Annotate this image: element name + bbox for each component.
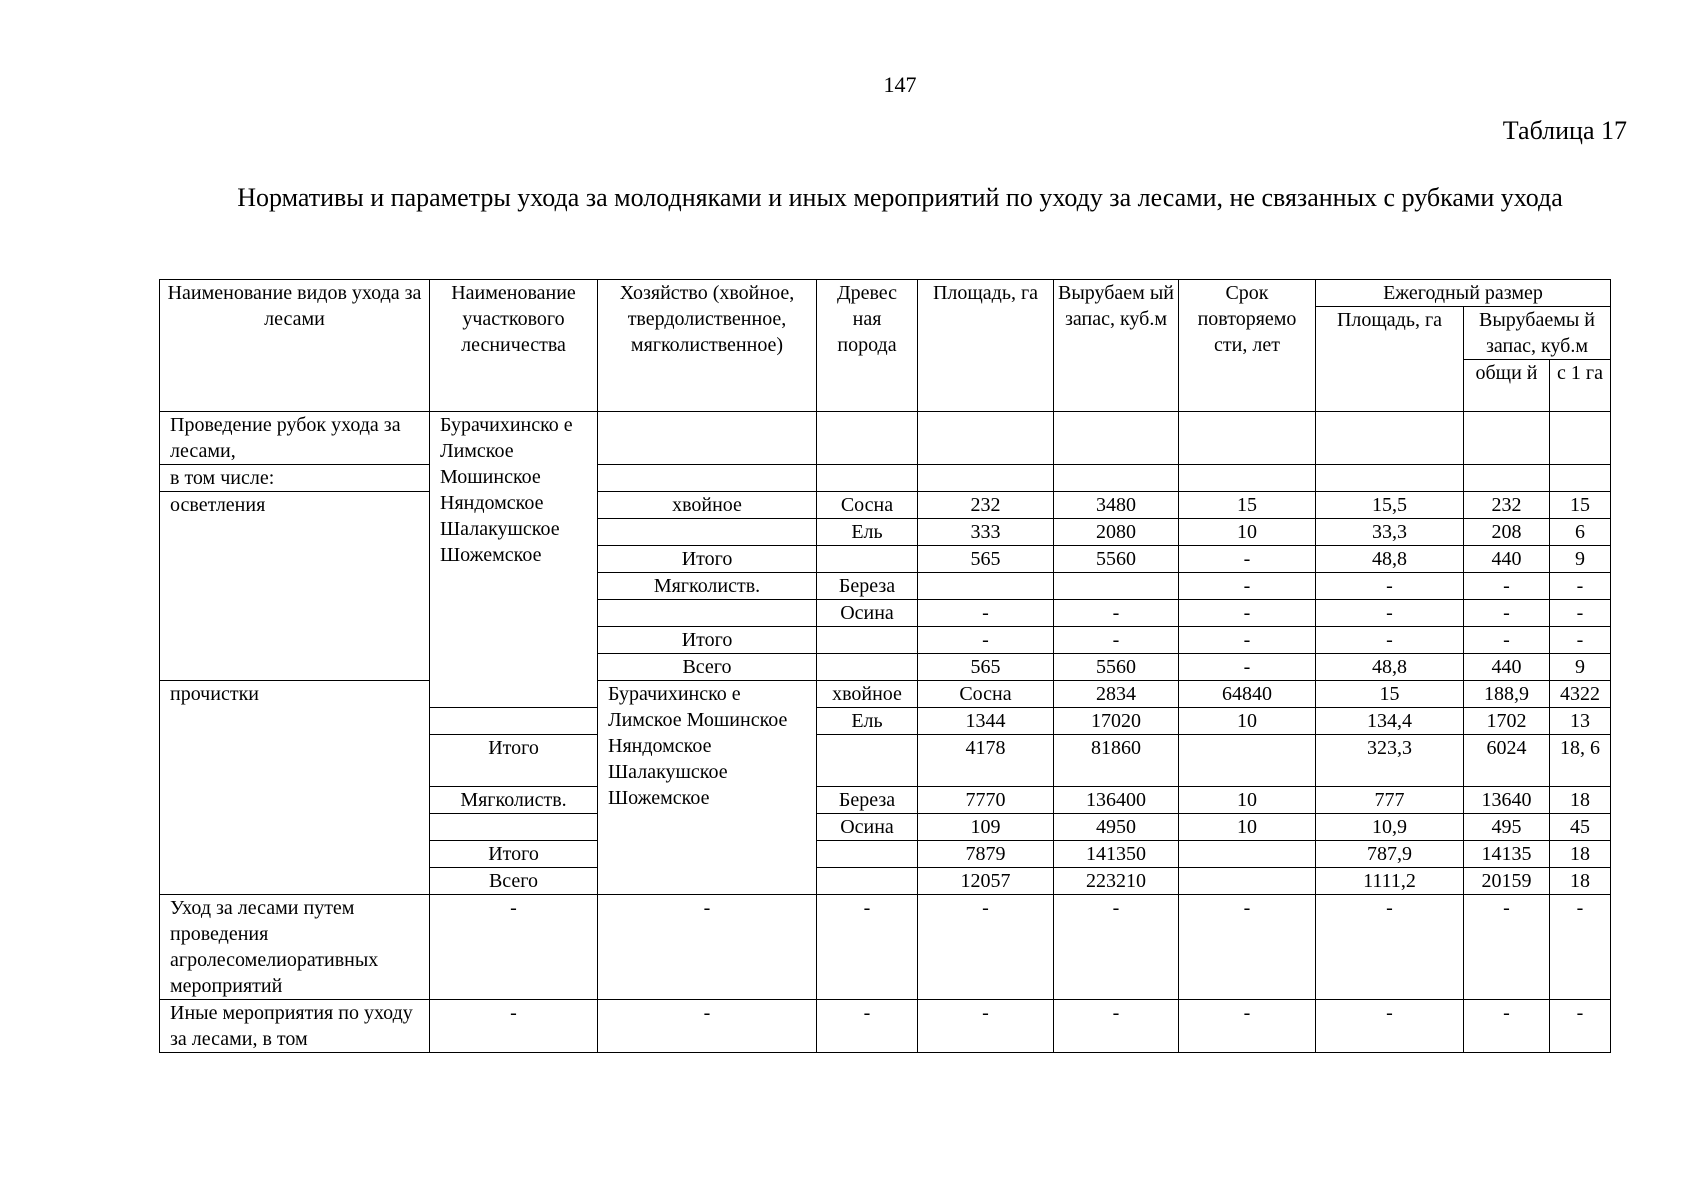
- district-list-cleaning: Бурачихинско е Лимское Мошинское Няндомское Шалакушское Шожемское: [598, 681, 817, 895]
- clearing-species-cell: [817, 546, 918, 573]
- clearing-area-cell: 333: [918, 519, 1054, 546]
- header-species: Древес ная порода: [817, 280, 918, 412]
- clearing-stock-cell: [1054, 573, 1179, 600]
- cleaning-a_total-cell: 14135: [1464, 841, 1550, 868]
- clearing-a_area-cell: 15,5: [1316, 492, 1464, 519]
- label-other-dash-cell: -: [1054, 1000, 1179, 1053]
- clearing-a_area-cell: 48,8: [1316, 654, 1464, 681]
- clearing-stock-cell: 3480: [1054, 492, 1179, 519]
- label-agro-dash-cell: -: [1179, 895, 1316, 1000]
- cleaning-species-cell: Осина: [817, 814, 918, 841]
- clearing-species-cell: Осина: [817, 600, 918, 627]
- table-row: [160, 895, 1611, 1000]
- label-agro-dash-cell: -: [430, 895, 598, 1000]
- cleaning-stock-cell: 223210: [1054, 868, 1179, 895]
- clearing-a_ha-cell: 9: [1550, 654, 1611, 681]
- cleaning-stock-cell: 81860: [1054, 735, 1179, 787]
- clearing-economy-cell: [598, 519, 817, 546]
- cleaning-a_area-cell: 777: [1316, 787, 1464, 814]
- cleaning-period-cell: 15: [1316, 681, 1464, 708]
- clearing-economy-cell: хвойное: [598, 492, 817, 519]
- cleaning-a_area-cell: 323,3: [1316, 735, 1464, 787]
- cleaning-period-cell: 10: [1179, 787, 1316, 814]
- label-other-dash-cell: -: [1316, 1000, 1464, 1053]
- clearing-stock-cell: 2080: [1054, 519, 1179, 546]
- cleaning-a_ha-cell: 13: [1550, 708, 1611, 735]
- cleaning-economy-cell: хвойное: [817, 681, 918, 708]
- table-row: [160, 1000, 1611, 1053]
- cleaning-a_ha-cell: 18: [1550, 841, 1611, 868]
- cleaning-species-cell: Ель: [817, 708, 918, 735]
- clearing-a_ha-cell: -: [1550, 627, 1611, 654]
- clearing-stock-cell: 5560: [1054, 654, 1179, 681]
- cleaning-area-cell: 12057: [918, 868, 1054, 895]
- label-other-dash-cell: -: [1464, 1000, 1550, 1053]
- clearing-period-cell: -: [1179, 573, 1316, 600]
- label-agro-dash-cell: -: [1550, 895, 1611, 1000]
- clearing-economy-cell: [598, 600, 817, 627]
- cleaning-stock-cell: 136400: [1054, 787, 1179, 814]
- table-row: [160, 492, 1611, 519]
- header-stock: Вырубаем ый запас, куб.м: [1054, 280, 1179, 412]
- cleaning-area-cell: 1344: [918, 708, 1054, 735]
- clearing-a_area-cell: 33,3: [1316, 519, 1464, 546]
- label-agro-dash-cell: -: [1464, 895, 1550, 1000]
- label-other-dash-cell: -: [1179, 1000, 1316, 1053]
- clearing-a_area-cell: -: [1316, 600, 1464, 627]
- clearing-a_area-cell: -: [1316, 573, 1464, 600]
- cleaning-economy-cell: Итого: [430, 735, 598, 787]
- cleaning-species-cell: [817, 868, 918, 895]
- clearing-a_total-cell: 440: [1464, 654, 1550, 681]
- clearing-area-cell: -: [918, 600, 1054, 627]
- cleaning-area-cell: 7879: [918, 841, 1054, 868]
- cleaning-area-cell: 109: [918, 814, 1054, 841]
- cleaning-economy-cell: [430, 814, 598, 841]
- table-label: Таблица 17: [1502, 116, 1627, 145]
- clearing-a_total-cell: -: [1464, 600, 1550, 627]
- cleaning-species-cell: Сосна: [918, 681, 1054, 708]
- label-other-dash-cell: -: [1550, 1000, 1611, 1053]
- cleaning-area-cell: 2834: [1054, 681, 1179, 708]
- clearing-species-cell: Ель: [817, 519, 918, 546]
- cleaning-economy-cell: [430, 708, 598, 735]
- cleaning-a_ha-cell: 45: [1550, 814, 1611, 841]
- cleaning-a_ha-cell: 18: [1550, 787, 1611, 814]
- cleaning-economy-cell: Всего: [430, 868, 598, 895]
- clearing-economy-cell: Итого: [598, 546, 817, 573]
- clearing-a_area-cell: -: [1316, 627, 1464, 654]
- clearing-stock-cell: 5560: [1054, 546, 1179, 573]
- clearing-stock-cell: -: [1054, 600, 1179, 627]
- clearing-a_total-cell: -: [1464, 627, 1550, 654]
- clearing-species-cell: [817, 627, 918, 654]
- header-annual-stock: Вырубаемы й запас, куб.м: [1464, 307, 1611, 360]
- label-other-dash-cell: -: [817, 1000, 918, 1053]
- clearing-area-cell: -: [918, 627, 1054, 654]
- clearing-period-cell: 15: [1179, 492, 1316, 519]
- cleaning-area-cell: 4178: [918, 735, 1054, 787]
- clearing-economy-cell: Всего: [598, 654, 817, 681]
- clearing-a_ha-cell: -: [1550, 573, 1611, 600]
- clearing-species-cell: Береза: [817, 573, 918, 600]
- label-agro-dash-cell: -: [1054, 895, 1179, 1000]
- clearing-species-cell: Сосна: [817, 492, 918, 519]
- clearing-area-cell: [918, 573, 1054, 600]
- header-district: Наименование участкового лесничества: [430, 280, 598, 412]
- label-other: Иные мероприятия по уходу за лесами, в том: [160, 1000, 430, 1053]
- clearing-area-cell: 565: [918, 654, 1054, 681]
- clearing-a_total-cell: 208: [1464, 519, 1550, 546]
- label-agro-dash-cell: -: [918, 895, 1054, 1000]
- label-other-dash-cell: -: [918, 1000, 1054, 1053]
- page-number: 147: [883, 72, 917, 97]
- clearing-period-cell: 10: [1179, 519, 1316, 546]
- cleaning-a_total-cell: 13640: [1464, 787, 1550, 814]
- header-annual: Ежегодный размер: [1316, 280, 1611, 307]
- cleaning-a_area-cell: 1111,2: [1316, 868, 1464, 895]
- cleaning-a_area-cell: 134,4: [1316, 708, 1464, 735]
- cleaning-economy-cell: Мягколиств.: [430, 787, 598, 814]
- clearing-a_ha-cell: -: [1550, 600, 1611, 627]
- clearing-area-cell: 565: [918, 546, 1054, 573]
- clearing-species-cell: [817, 654, 918, 681]
- label-cleaning: прочистки: [160, 681, 430, 895]
- label-clearing: осветления: [160, 492, 430, 681]
- document-title: Нормативы и параметры ухода за молодняками и иных мероприятий по уходу за лесами, не связанных с рубками ухода: [237, 183, 1563, 212]
- clearing-a_total-cell: 440: [1464, 546, 1550, 573]
- cleaning-a_area-cell: 787,9: [1316, 841, 1464, 868]
- cleaning-stock-cell: 141350: [1054, 841, 1179, 868]
- cleaning-period-cell: 10: [1179, 814, 1316, 841]
- header-area: Площадь, га: [918, 280, 1054, 412]
- cleaning-period-cell: [1179, 868, 1316, 895]
- cleaning-a_area-cell: 188,9: [1464, 681, 1550, 708]
- label-agro-dash-cell: -: [817, 895, 918, 1000]
- header-period: Срок повторяемо сти, лет: [1179, 280, 1316, 412]
- cleaning-species-cell: [817, 735, 918, 787]
- cleaning-stock-cell: 17020: [1054, 708, 1179, 735]
- label-agro-dash-cell: -: [598, 895, 817, 1000]
- cleaning-economy-cell: Итого: [430, 841, 598, 868]
- district-list-clearing: Бурачихинско е Лимское Мошинское Няндомское Шалакушское Шожемское: [430, 412, 598, 708]
- clearing-economy-cell: Итого: [598, 627, 817, 654]
- clearing-period-cell: -: [1179, 546, 1316, 573]
- cleaning-a_total-cell: 495: [1464, 814, 1550, 841]
- cleaning-stock-cell: 4950: [1054, 814, 1179, 841]
- cleaning-stock-cell: 64840: [1179, 681, 1316, 708]
- clearing-a_total-cell: 232: [1464, 492, 1550, 519]
- cleaning-a_total-cell: 4322: [1550, 681, 1611, 708]
- cleaning-a_total-cell: 6024: [1464, 735, 1550, 787]
- header-type: Наименование видов ухода за лесами: [160, 280, 430, 412]
- norms-table: [159, 279, 1611, 1053]
- label-thinning: Проведение рубок ухода за лесами,: [160, 412, 430, 465]
- cleaning-a_ha-cell: 18, 6: [1550, 735, 1611, 787]
- label-agro: Уход за лесами путем проведения агролесомелиоративных мероприятий: [160, 895, 430, 1000]
- clearing-period-cell: -: [1179, 654, 1316, 681]
- cleaning-a_area-cell: 10,9: [1316, 814, 1464, 841]
- clearing-a_total-cell: -: [1464, 573, 1550, 600]
- clearing-a_ha-cell: 15: [1550, 492, 1611, 519]
- clearing-period-cell: -: [1179, 600, 1316, 627]
- header-annual-total: общи й: [1464, 360, 1550, 412]
- cleaning-species-cell: Береза: [817, 787, 918, 814]
- clearing-economy-cell: Мягколиств.: [598, 573, 817, 600]
- cleaning-area-cell: 7770: [918, 787, 1054, 814]
- clearing-period-cell: -: [1179, 627, 1316, 654]
- cleaning-species-cell: [817, 841, 918, 868]
- label-including: в том числе:: [160, 465, 430, 492]
- clearing-a_ha-cell: 6: [1550, 519, 1611, 546]
- cleaning-period-cell: 10: [1179, 708, 1316, 735]
- clearing-area-cell: 232: [918, 492, 1054, 519]
- cleaning-period-cell: [1179, 735, 1316, 787]
- cleaning-a_total-cell: 1702: [1464, 708, 1550, 735]
- cleaning-period-cell: [1179, 841, 1316, 868]
- label-agro-dash-cell: -: [1316, 895, 1464, 1000]
- label-other-dash-cell: -: [430, 1000, 598, 1053]
- cleaning-a_total-cell: 20159: [1464, 868, 1550, 895]
- clearing-a_ha-cell: 9: [1550, 546, 1611, 573]
- cleaning-a_ha-cell: 18: [1550, 868, 1611, 895]
- clearing-a_area-cell: 48,8: [1316, 546, 1464, 573]
- label-other-dash-cell: -: [598, 1000, 817, 1053]
- table-row: [160, 681, 1611, 708]
- header-economy: Хозяйство (хвойное, твердолиственное, мягколиственное): [598, 280, 817, 412]
- header-annual-per-ha: с 1 га: [1550, 360, 1611, 412]
- header-annual-area: Площадь, га: [1316, 307, 1464, 412]
- clearing-stock-cell: -: [1054, 627, 1179, 654]
